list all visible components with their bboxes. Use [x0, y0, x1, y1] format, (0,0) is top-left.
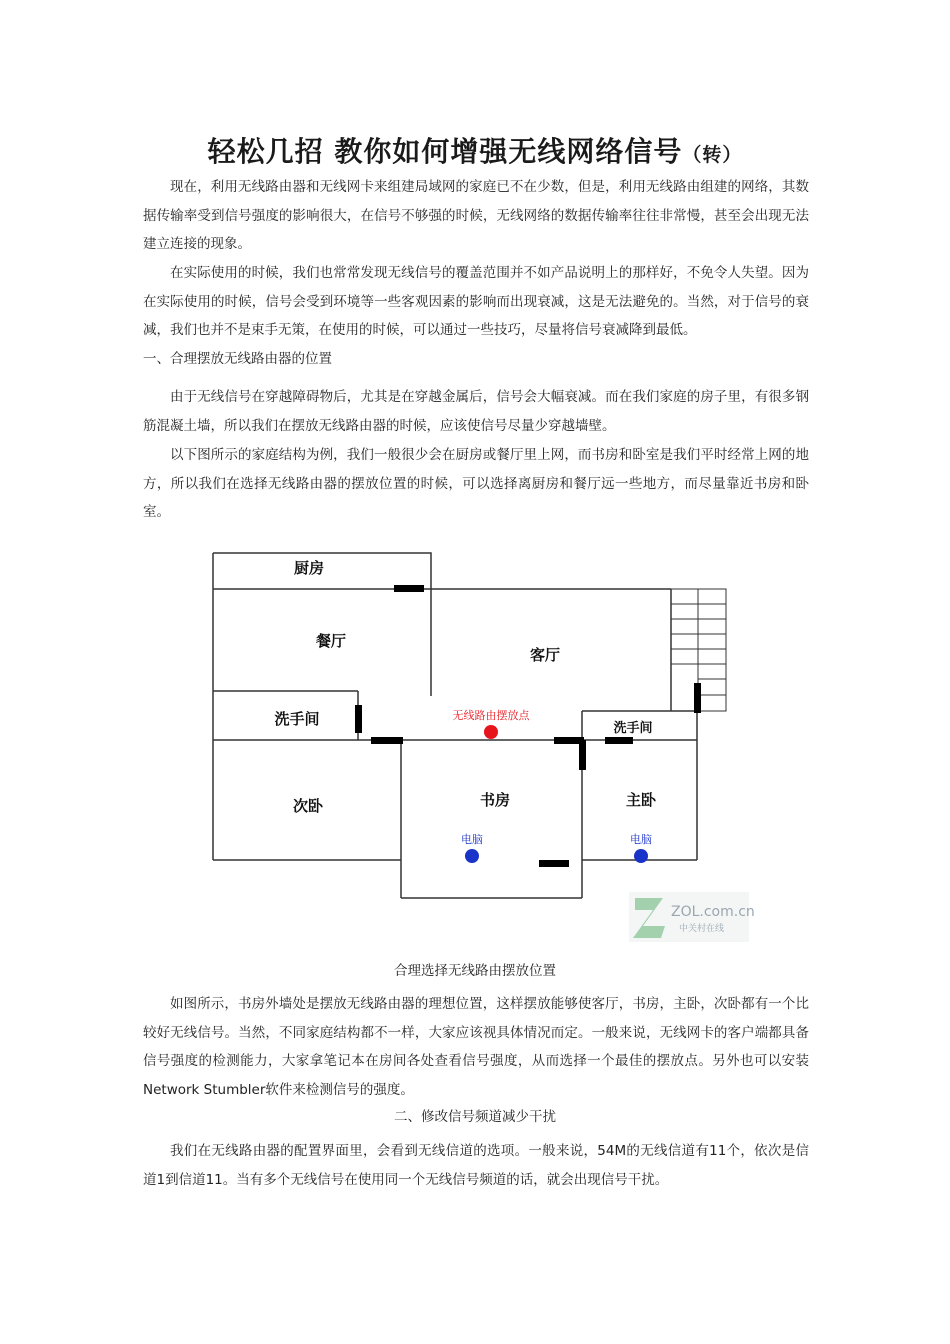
master-bedroom-door [539, 860, 569, 867]
room-label-study: 书房 [479, 791, 511, 809]
document-title [0, 130, 950, 170]
computer-label-study: 电脑 [461, 833, 483, 846]
room-label-living: 客厅 [529, 646, 561, 664]
router-label: 无线路由摆放点 [452, 709, 530, 722]
section-heading-1: 一、合理摆放无线路由器的位置 [143, 351, 332, 367]
second-bedroom-door [371, 737, 403, 744]
room-label-second-bedroom: 次卧 [292, 797, 324, 815]
room-label-small-bathroom: 洗手间 [613, 721, 653, 736]
room-labels [274, 559, 657, 815]
kitchen-door [394, 585, 424, 592]
room-label-bathroom: 洗手间 [274, 710, 320, 728]
zol-watermark [629, 892, 755, 942]
title-main: 轻松几招 教你如何增强无线网络信号 [207, 135, 683, 168]
room-label-kitchen: 厨房 [293, 559, 325, 577]
paragraph-channel: 我们在无线路由器的配置界面里，会看到无线信道的选项。一般来说，54M的无线信道有11个，依次是信道1到信道11。当有多个无线信号在使用同一个无线信号频道的话，就会出现信号干扰。 [143, 1143, 809, 1188]
figure-caption: 合理选择无线路由摆放位置 [394, 963, 556, 979]
computer-label-master: 电脑 [630, 833, 652, 846]
paragraph-obstacles: 由于无线信号在穿越障碍物后，尤其是在穿越金属后，信号会大幅衰减。而在我们家庭的房子里，有很多钢筋混凝土墙，所以我们在摆放无线路由器的时候，应该使信号尽量少穿越墙壁。 [143, 389, 809, 434]
computer-marker-study [465, 849, 479, 863]
room-label-dining: 餐厅 [315, 632, 347, 650]
room-label-master-bedroom: 主卧 [625, 791, 657, 809]
bathroom-door [355, 705, 362, 733]
small-bathroom-door [605, 737, 633, 744]
watermark-sub-text: 中关村在线 [679, 924, 725, 934]
section-heading-2: 二、修改信号频道减少干扰 [394, 1109, 556, 1125]
title-suffix: （转） [682, 144, 743, 166]
paragraph-coverage: 在实际使用的时候，我们也常常发现无线信号的覆盖范围并不如产品说明上的那样好，不免令人失望。因为在实际使用的时候，信号会受到环境等一些客观因素的影响而出现衰减，这是无法避免的。当然，对于信号的衰减，我们也并不是束手无策，在使用的时候，可以通过一些技巧，尽量将信号衰减降到最低。 [143, 265, 809, 338]
stair-door [694, 683, 701, 713]
paragraph-intro: 现在，利用无线路由器和无线网卡来组建局域网的家庭已不在少数，但是，利用无线路由组建的网络，其数据传输率受到信号强度的影响很大，在信号不够强的时候，无线网络的数据传输率往往非常慢，甚至会出现无法建立连接的现象。 [143, 179, 809, 252]
study-side-door [579, 740, 586, 770]
floor-plan-diagram [205, 548, 773, 948]
router-marker [484, 725, 498, 739]
watermark-main-text: ZOL.com.cn [671, 904, 755, 920]
paragraph-example: 以下图所示的家庭结构为例，我们一般很少会在厨房或餐厅里上网，而书房和卧室是我们平时经常上网的地方，所以我们在选择无线路由器的摆放位置的时候，可以选择离厨房和餐厅远一些地方，而尽量靠近书房和卧室。 [143, 447, 809, 520]
computer-marker-master [634, 849, 648, 863]
paragraph-recommendation: 如图所示，书房外墙处是摆放无线路由器的理想位置，这样摆放能够使客厅，书房，主卧，次卧都有一个比较好无线信号。当然，不同家庭结构都不一样，大家应该视具体情况而定。一般来说，无线网卡的客户端都具备信号强度的检测能力，大家拿笔记本在房间各处查看信号强度，从而选择一个最佳的摆放点。另外也可以安装Network Stumbler软件来检测信号的强度。 [143, 996, 809, 1098]
